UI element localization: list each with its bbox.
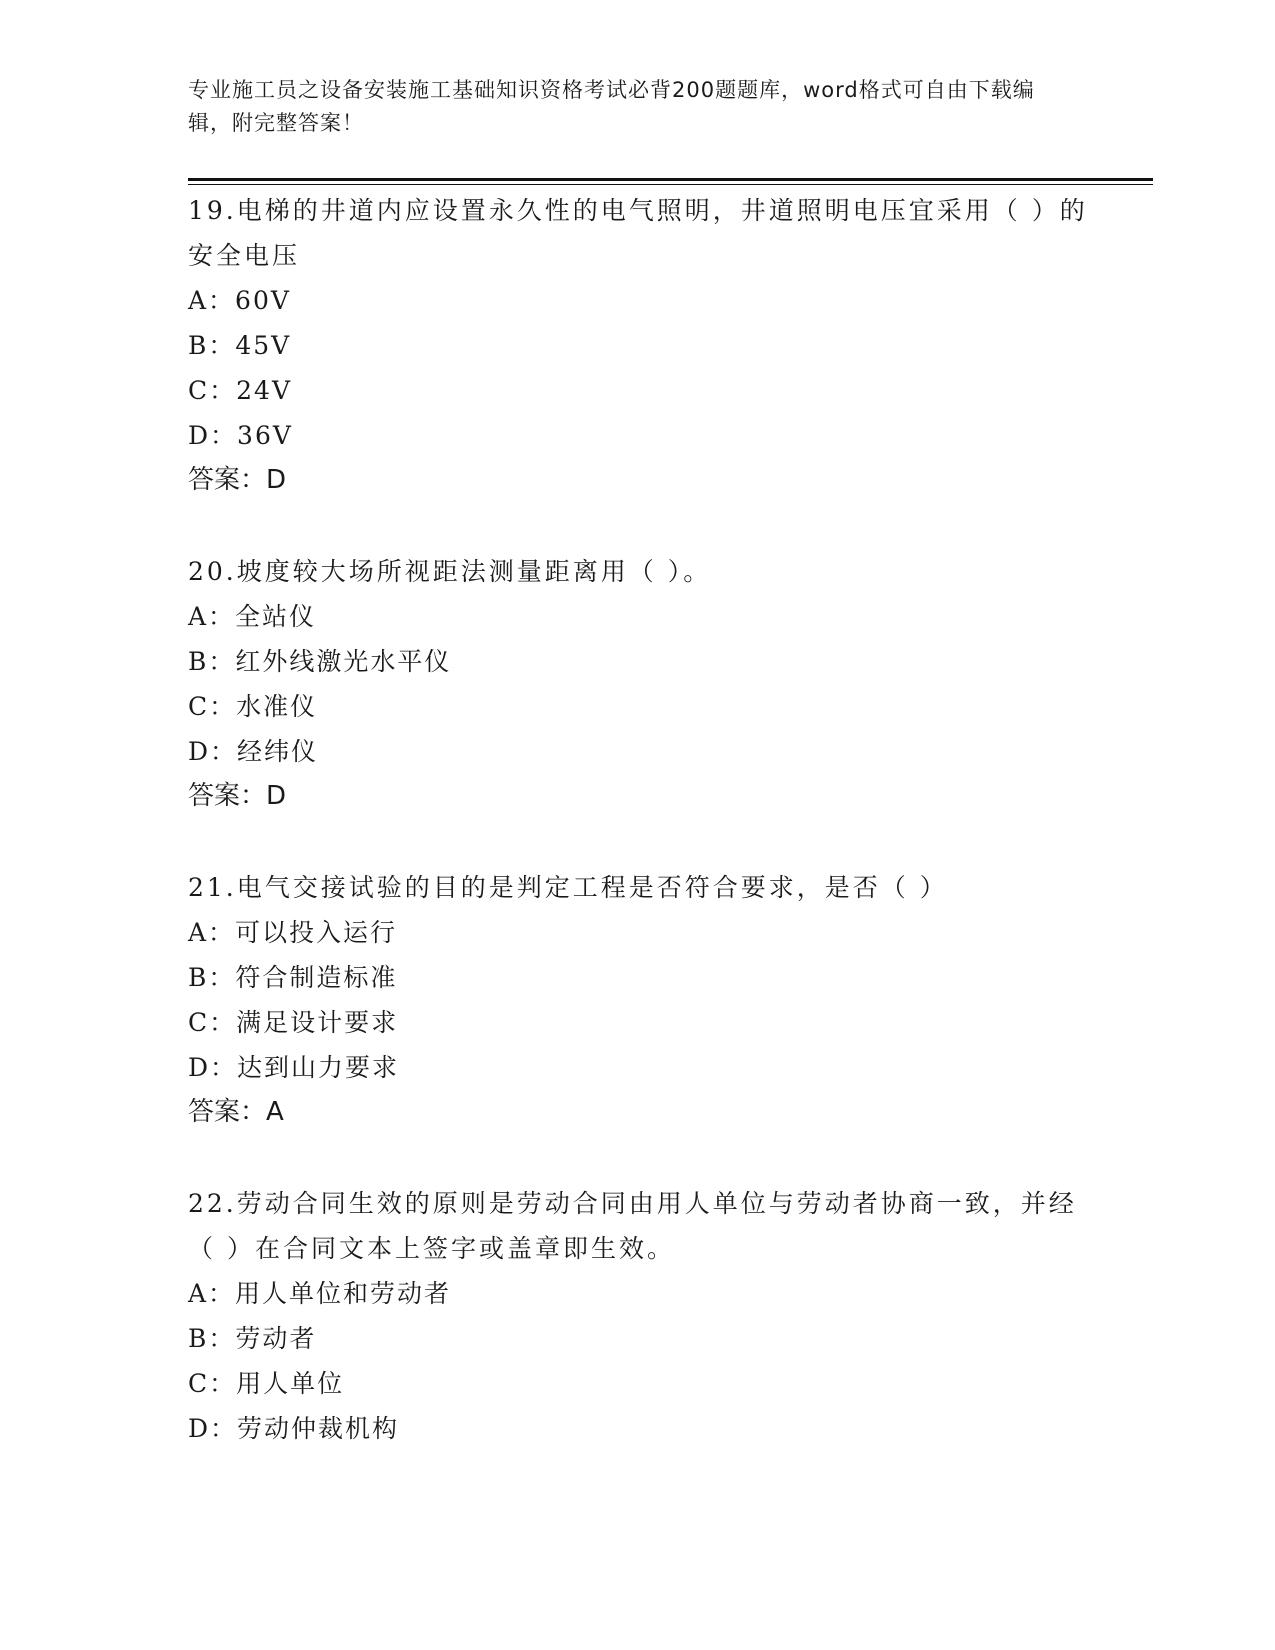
option-c: C：用人单位 (188, 1369, 345, 1398)
question-20 (188, 549, 1088, 819)
option-d: D：经纬仪 (188, 737, 319, 766)
answer-line: 答案：D (188, 781, 287, 811)
option-b: B：红外线激光水平仪 (188, 647, 452, 676)
option-d: D：36V (188, 421, 293, 450)
question-stem: 19.电梯的井道内应设置永久性的电气照明，井道照明电压宜采用（ ）的安全电压 (188, 196, 1088, 270)
answer-line: 答案：D (188, 465, 287, 495)
question-stem: 20.坡度较大场所视距法测量距离用（ ）。 (188, 557, 712, 586)
option-c: C：24V (188, 376, 292, 405)
option-a: A：用人单位和劳动者 (188, 1279, 452, 1308)
question-stem: 22.劳动合同生效的原则是劳动合同由用人单位与劳动者协商一致，并经（ ）在合同文本上签字或盖章即生效。 (188, 1189, 1077, 1263)
question-stem: 21.电气交接试验的目的是判定工程是否符合要求，是否（ ） (188, 873, 948, 902)
question-21 (188, 865, 1088, 1135)
option-b: B：劳动者 (188, 1324, 317, 1353)
option-b: B：符合制造标准 (188, 963, 398, 992)
option-a: A：60V (188, 286, 291, 315)
header-divider-thick (188, 178, 1153, 181)
option-a: A：全站仪 (188, 602, 317, 631)
option-b: B：45V (188, 331, 292, 360)
answer-line: 答案：A (188, 1097, 284, 1127)
option-d: D：劳动仲裁机构 (188, 1414, 400, 1443)
option-a: A：可以投入运行 (188, 918, 398, 947)
header-divider-thin (188, 184, 1153, 185)
question-19 (188, 188, 1088, 503)
question-list (188, 188, 1088, 1451)
document-header: 专业施工员之设备安装施工基础知识资格考试必背200题题库，word格式可自由下载编辑，附完整答案！ (188, 78, 1035, 135)
question-22 (188, 1181, 1088, 1451)
option-c: C：水准仪 (188, 692, 318, 721)
option-c: C：满足设计要求 (188, 1008, 399, 1037)
option-d: D：达到山力要求 (188, 1053, 400, 1082)
